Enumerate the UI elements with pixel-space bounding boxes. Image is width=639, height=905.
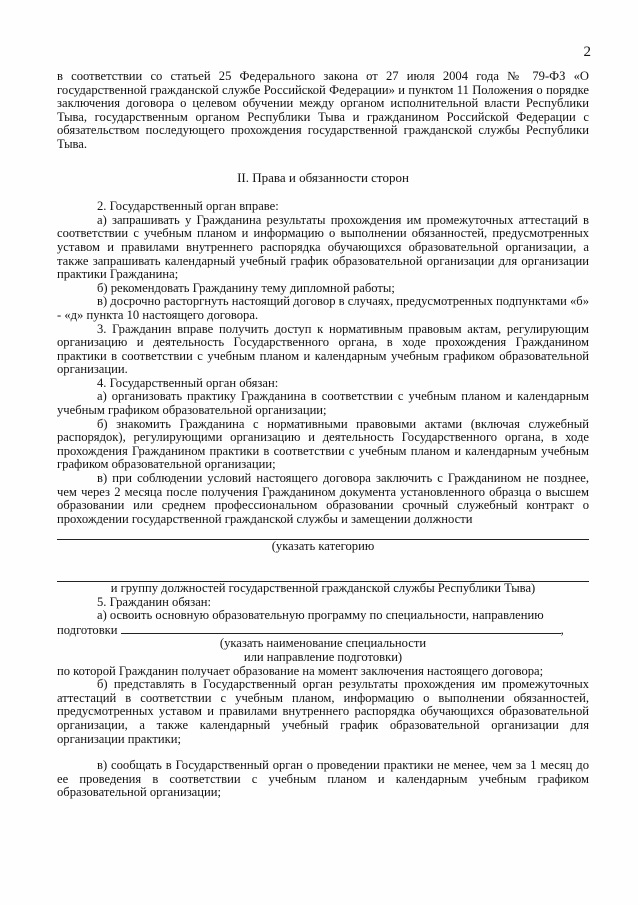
clause-3: 3. Гражданин вправе получить доступ к нормативным правовым актам, регулирующим организацию и деятельность Государственного органа, в ходе прохождения Гражданином практики в соответствии с учебным планом и календарным учебным графиком образовательной организации.: [57, 321, 589, 377]
clause-2-b: б) рекомендовать Гражданину тему дипломной работы;: [97, 280, 395, 295]
clause-2-heading: 2. Государственный орган вправе:: [97, 199, 279, 214]
clause-5-a-start: а) освоить основную образовательную программу по специальности, направлению: [97, 608, 544, 623]
page-number: 2: [583, 44, 591, 60]
training-direction-comma: ,: [560, 622, 564, 637]
clause-4-heading: 4. Государственный орган обязан:: [97, 375, 279, 390]
clause-5-v: в) сообщать в Государственный орган о проведении практики не менее, чем за 1 месяц до ее проведения в соответствии с учебным планом и календарным учебным графиком образовательной организации;: [57, 758, 589, 800]
position-fill-line-2[interactable]: [57, 568, 589, 582]
training-direction-prefix: подготовки: [57, 622, 118, 637]
clause-4-v: в) при соблюдении условий настоящего договора заключить с Гражданином не позднее, чем через 2 месяца после получения Гражданином документа установленного образца о высшем образовании или среднем профессиональном образовании срочный служебный контракт о прохождении государственной гражданской службы и замещении должности: [57, 471, 589, 526]
clause-5-heading: 5. Гражданин обязан:: [97, 594, 212, 609]
training-direction-fill[interactable]: [121, 623, 561, 634]
position-group-text: и группу должностей государственной гражданской службы Республики Тыва): [110, 581, 536, 595]
clause-4-b: б) знакомить Гражданина с нормативными правовыми актами (включая служебный распорядок), регулирующими организацию и деятельность Государственного органа, в ходе прохождения Гражданином практики в соответствии с учебным планом и календарным учебным графиком образовательной организации;: [57, 416, 589, 472]
training-direction-line: [57, 623, 589, 638]
section-title: II. Права и обязанности сторон: [237, 169, 409, 185]
clause-4-a: а) организовать практику Гражданина в соответствии с учебным планом и календарным учебным графиком образовательной организации;: [57, 389, 589, 418]
document-body: [57, 70, 589, 800]
clause-5-b: б) представлять в Государственный орган результаты прохождения им промежуточных аттестаций в соответствии с учебным планом, информацию о выполнении обязанностей, предусмотренных уставом и правилами внутреннего распорядка обучающихся образовательной организации, а также календарный учебный график образовательной организации для организации практики;: [57, 677, 589, 746]
position-fill-line-1[interactable]: [57, 526, 589, 540]
specialty-hint-2: или направление подготовки): [243, 649, 403, 664]
clause-2-a: а) запрашивать у Гражданина результаты прохождения им промежуточных аттестаций в соответствии с учебным планом и информацию о выполнении обязанностей, предусмотренных уставом и правилами внутреннего распорядка обучающихся образовательной организации, а также запрашивать календарный учебный график образовательной организации для организации практики Гражданина;: [57, 212, 589, 282]
clause-2-v: в) досрочно расторгнуть настоящий договор в случаях, предусмотренных подпунктами «б» - «д» пункта 10 настоящего договора.: [57, 294, 589, 322]
intro-paragraph: в соответствии со статьей 25 Федерального закона от 27 июля 2004 года № 79-ФЗ «О государственной гражданской службе Российской Федерации» и пунктом 11 Положения о порядке заключения договора о целевом обучении между органом исполнительной власти Республики Тыва, государственным органом Республики Тыва и гражданином Российской Федерации с обязательством последующего прохождения государственной гражданской службы Республики Тыва.: [57, 69, 589, 151]
category-hint: (указать категорию: [271, 539, 375, 554]
specialty-hint-1: (указать наименование специальности: [219, 636, 427, 651]
clause-5-a-end: по которой Гражданин получает образование на момент заключения настоящего договора;: [57, 663, 544, 678]
